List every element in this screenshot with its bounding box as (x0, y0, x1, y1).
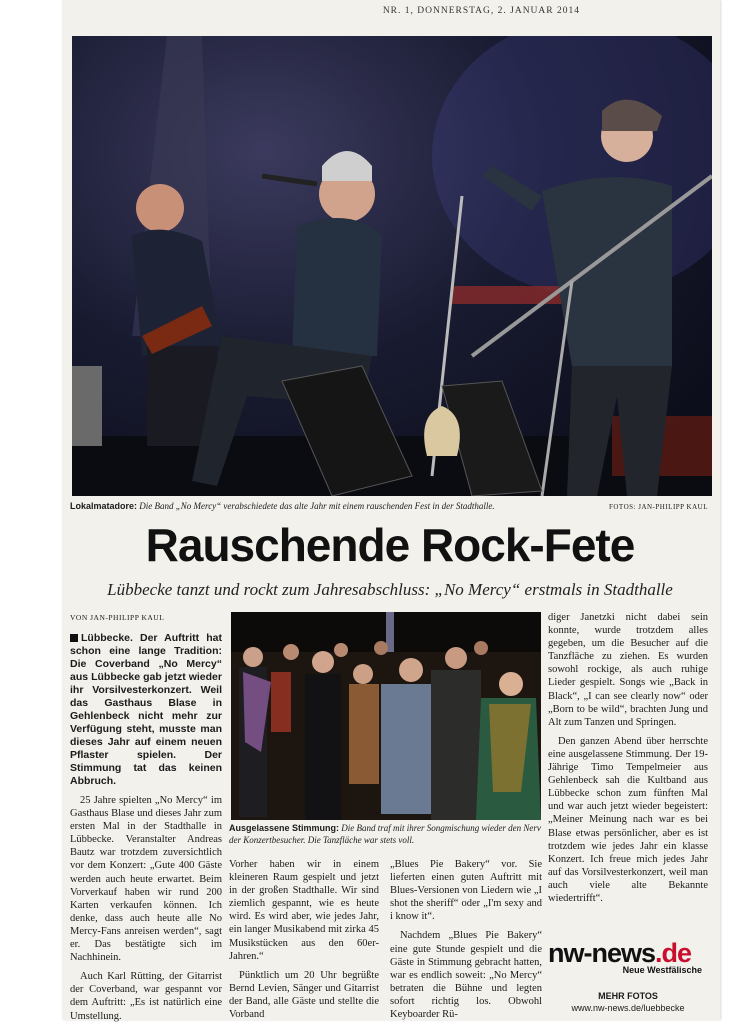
caption-lead: Ausgelassene Stimmung: (229, 823, 340, 833)
issue-line: NR. 1, DONNERSTAG, 2. JANUAR 2014 (382, 6, 580, 16)
band-concert-photo (72, 36, 712, 496)
nw-news-logo[interactable] (548, 938, 708, 975)
main-photo-caption (70, 500, 714, 512)
paragraph: Nachdem „Blues Pie Bakery“ eine gute Stunde gespielt und die Gäste in Stimmung gebracht hatten, war es endlich soweit: „No Mercy“ betraten die Bühne und legten sofort richtig los. Obwohl Keyboarder Rü- (390, 930, 542, 1021)
paragraph: 25 Jahre spielten „No Mercy“ im Gasthaus Blase und dieses Jahr zum ersten Mal in der Stadthalle in Lübbecke. Veranstalter Andreas Bautz war trotzdem zuversichtlich vor dem Konzert: „Gute 400 Gäste werden auch heute erwartet. Beim Vorverkauf haben wir rund 200 Karten verkaufen können. Ich denke, dass auch heute alle No Mercy-Fans anreisen werden“, sagt er. Das bestätigte sich im Nachhinein. (70, 795, 222, 964)
lead-paragraph: Lübbecke. Der Auftritt hat schon eine lange Tradition: Die Coverband „No Mercy“ aus Lübbecke gab jetzt wieder ihr Vorsilvesterkonzert. Weil das Gasthaus Blase in Gehlenbeck nicht mehr zur Verfügung steht, musste man dieses Jahr auf einem neuen Pflaster spielen. Der Stimmung tat das keinen Abbruch. (70, 632, 222, 787)
logo-brand-tld: .de (655, 938, 692, 968)
paragraph: diger Janetzki nicht dabei sein konnte, wurde trotzdem alles gegeben, um die Besucher auf die Tanzfläche zu ziehen. Es wurden sowohl rockige, als auch ruhige Lieder gespielt. Songs wie „Back in Black“, „I can see clearly now“ oder „Born to be wild“, brachten Jung und Alt zum Tanzen und Springen. (548, 612, 708, 728)
more-photos-url[interactable]: www.nw-news.de/luebbecke (571, 1003, 685, 1013)
subheadline: Lübbecke tanzt und rockt zum Jahresabschluss: „No Mercy“ erstmals in Stadthalle (107, 580, 673, 599)
dancing-crowd-photo (231, 612, 541, 820)
headline: Rauschende Rock-Fete (145, 519, 635, 571)
crowd-photo-caption (229, 823, 543, 846)
more-photos-label: MEHR FOTOS (598, 991, 658, 1001)
paragraph: Den ganzen Abend über herrschte eine ausgelassene Stimmung. Der 19-Jährige Timo Tempelmeier aus Gehlenbeck sah die Kultband aus Lübbecke schon zum fünften Mal und war auch jetzt wieder begeistert: „Meiner Meinung nach war es bei Blase etwas persönlicher, aber es ist trotzdem wie jedes Jahr ein klasse Konzert. Ich freue mich jedes Jahr auf das Vorsilvesterkonzert, weil man auch viele alte Bekannte wiedertrifft“. (548, 735, 708, 904)
square-bullet-icon (70, 634, 78, 642)
caption-lead: Lokalmatadore: (70, 501, 138, 511)
paragraph: Vorher haben wir in einem kleineren Raum gespielt und jetzt in der großen Stadthalle. Wir sind ziemlich gespannt, wie es heute wird. Es wird aber, wie jedes Jahr, ein langer Musikabend mit zirka 45 Musikstücken aus den 60er-Jahren.“ (229, 859, 379, 962)
article-column-1 (70, 632, 222, 1029)
paragraph: Auch Karl Rütting, der Gitarrist der Coverband, war gespannt vor dem Auftritt: „Es ist natürlich eine Umstellung. (70, 971, 222, 1022)
logo-subtitle: Neue Westfälische (622, 965, 702, 975)
caption-text: Die Band traf mit ihrer Songmischung wieder den Nerv der Konzertbesucher. Die Tanzfläche war stets voll. (229, 823, 541, 845)
paragraph: „Blues Pie Bakery“ vor. Sie lieferten einen guten Auftritt mit Blues-Versionen von Liedern wie „I shot the sheriff“ oder „I'm sexy and i know it“. (390, 859, 542, 923)
logo-brand-main: nw-news (548, 938, 656, 968)
photo-credit: FOTOS: JAN-PHILIPP KAUL (608, 503, 708, 511)
article-column-4 (548, 611, 708, 911)
article-column-3 (390, 858, 542, 1027)
article-column-2 (229, 858, 379, 1027)
caption-text: Die Band „No Mercy“ verabschiedete das alte Jahr mit einem rauschenden Fest in der Stadthalle. (139, 501, 495, 511)
byline: VON JAN-PHILIPP KAUL (70, 613, 165, 622)
paragraph: Pünktlich um 20 Uhr begrüßte Bernd Levien, Sänger und Gitarrist der Band, alle Gäste und stellte die Vorband (229, 969, 379, 1021)
more-photos-link[interactable] (548, 990, 708, 1014)
